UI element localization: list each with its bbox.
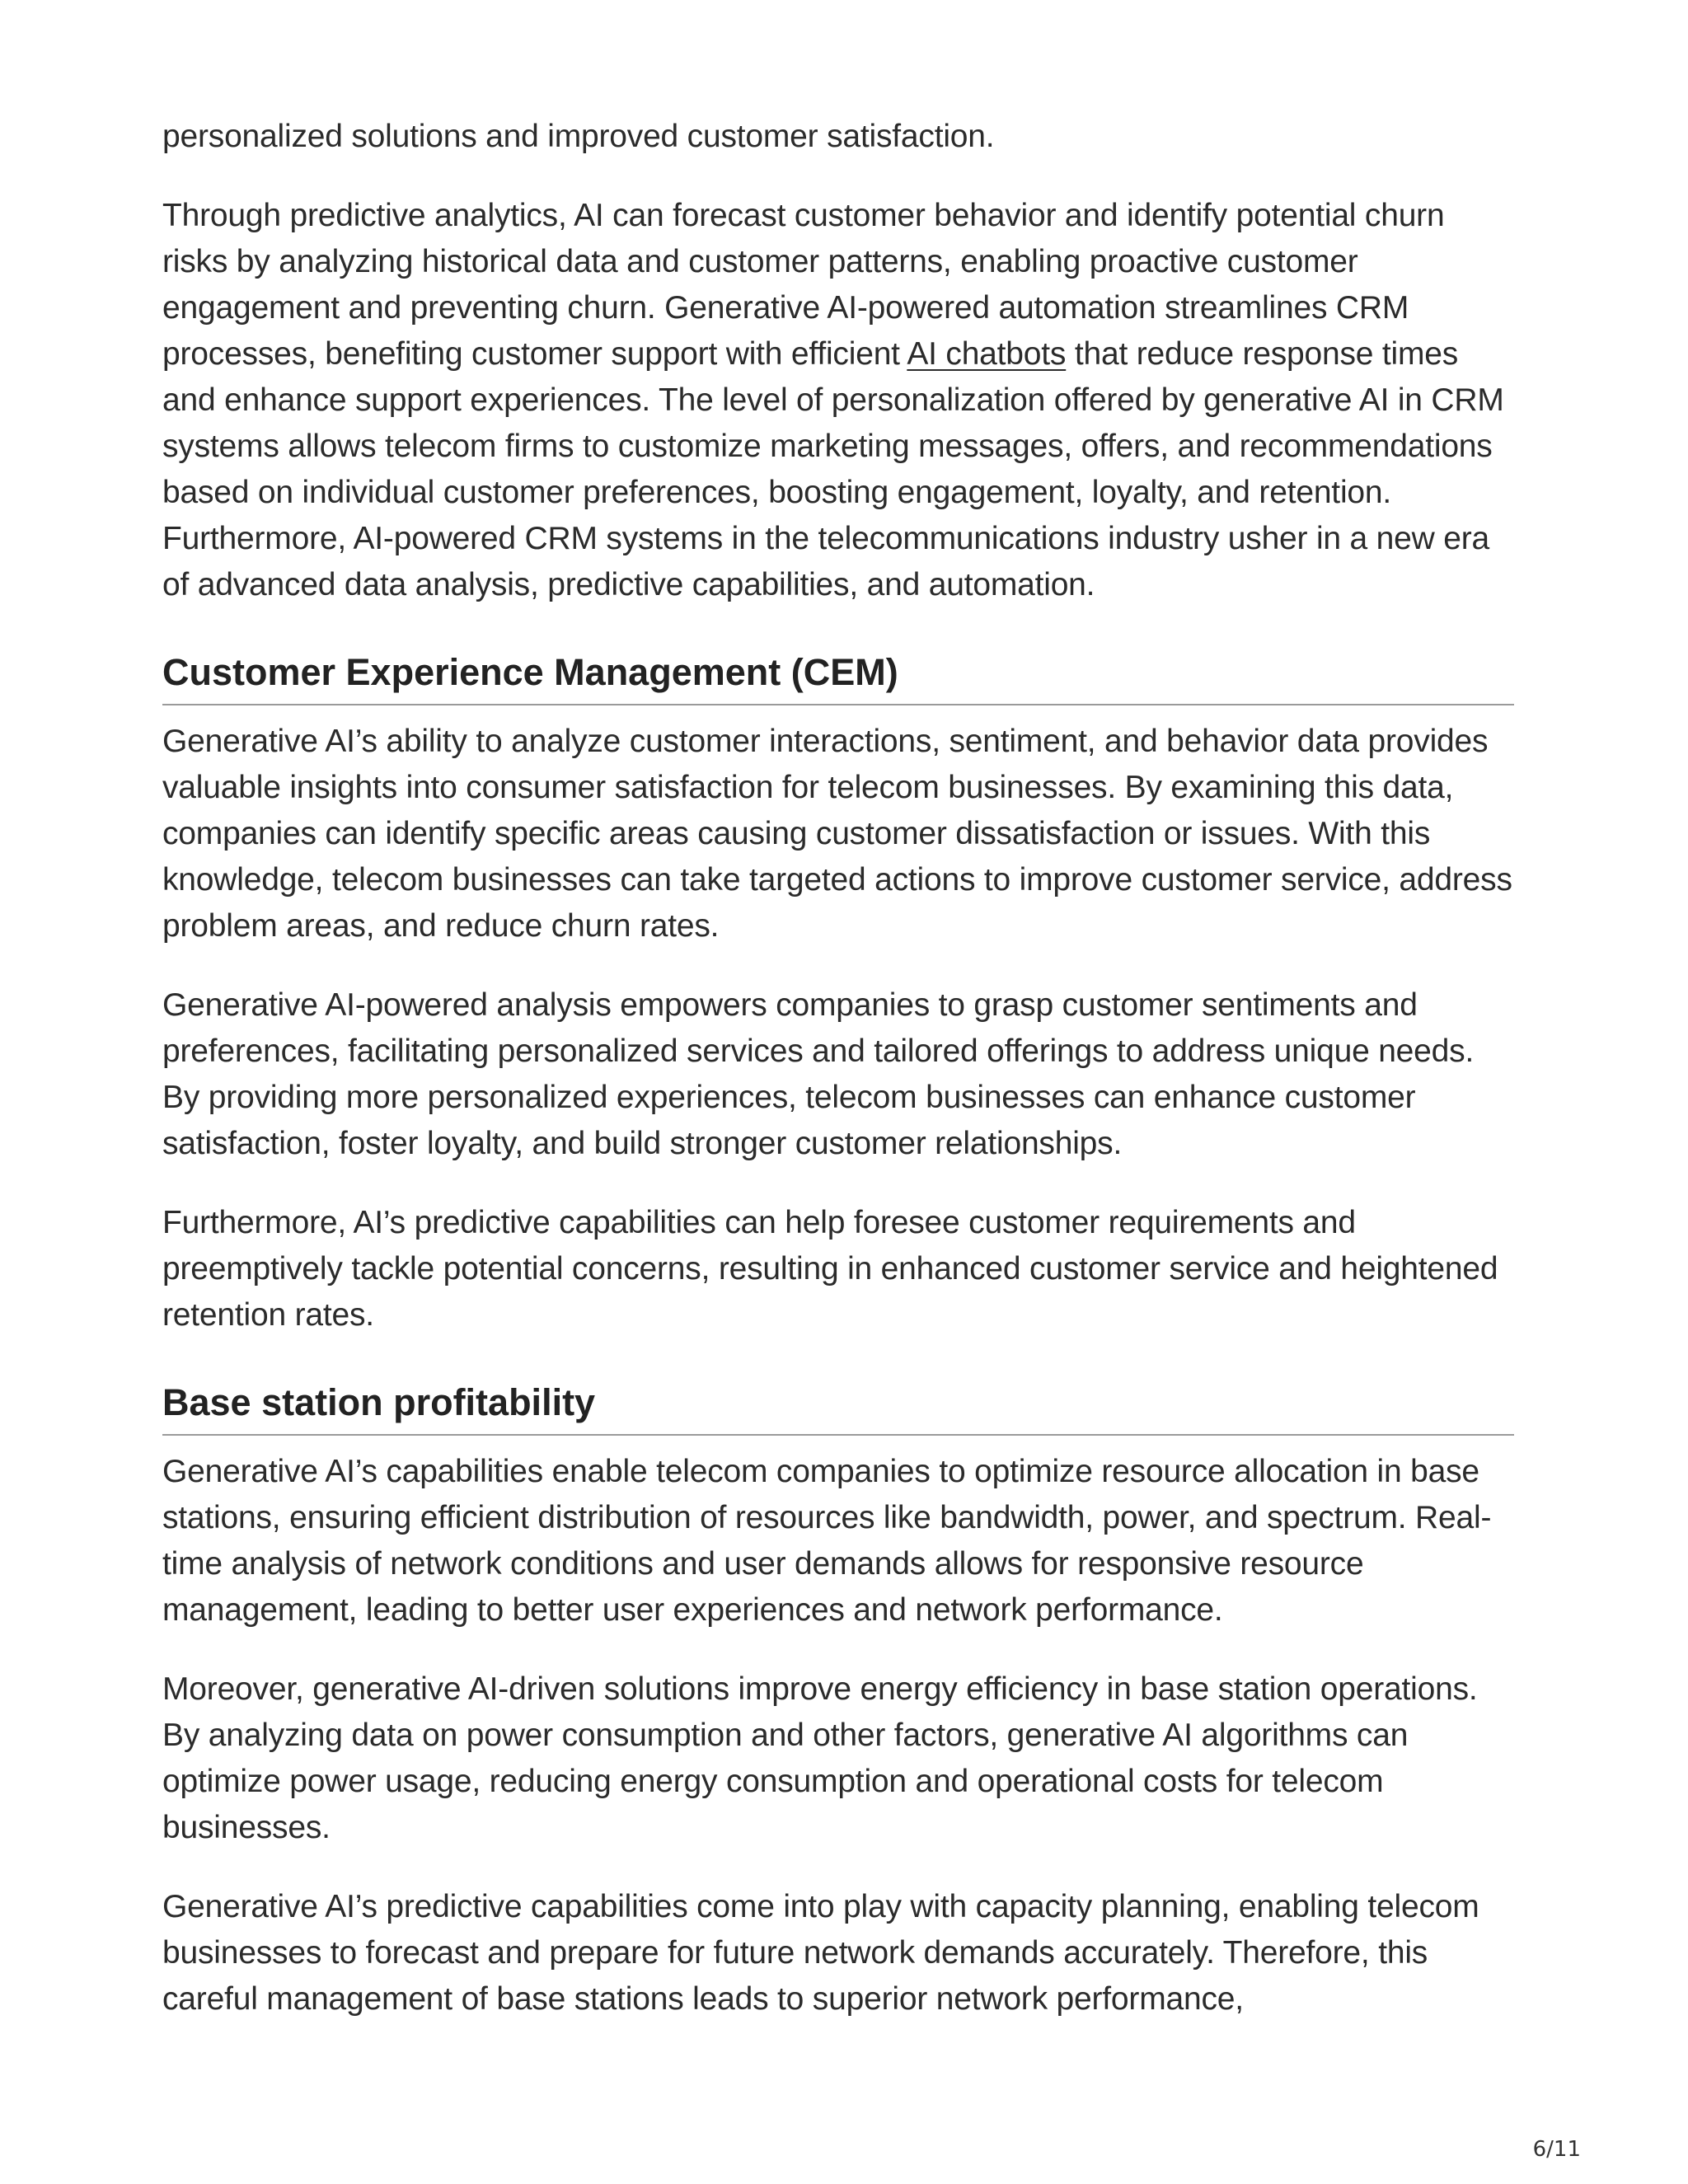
paragraph-cem-1: Generative AI’s ability to analyze customer interactions, sentiment, and behavior data provides valuable insights into consumer satisfaction for telecom businesses. By examining this data, companies can identify specific areas causing customer dissatisfaction or issues. With this knowledge, telecom businesses can take targeted actions to improve customer service, address problem areas, and reduce churn rates.: [162, 724, 1512, 944]
paragraph-base-station-1: Generative AI’s capabilities enable telecom companies to optimize resource allocation in base stations, ensuring efficient distribution of resources like bandwidth, power, and spectrum. Real-time analysis of network conditions and user demands allows for responsive resource management, leading to better user experiences and network performance.: [162, 1454, 1492, 1628]
section-heading-base-station: Base station profitability: [162, 1380, 1514, 1436]
paragraph-cem-2: Generative AI-powered analysis empowers companies to grasp customer sentiments and preferences, facilitating personalized services and tailored offerings to address unique needs. By providing more personalized experiences, telecom businesses can enhance customer satisfaction, foster loyalty, and build stronger customer relationships.: [162, 987, 1475, 1161]
ai-chatbots-link[interactable]: AI chatbots: [907, 336, 1067, 372]
paragraph-base-station-3: Generative AI’s predictive capabilities come into play with capacity planning, enabling telecom businesses to forecast and prepare for future network demands accurately. Therefore, this careful management of base stations leads to superior network performance,: [162, 1889, 1479, 2017]
paragraph-text: that reduce response times and enhance support experiences. The level of personalization offered by generative AI in CRM systems allows telecom firms to customize marketing messages, offers, and recommendations based on individual customer preferences, boosting engagement, loyalty, and retention. Furthermore, AI-powered CRM systems in the telecommunications industry usher in a new era of advanced data analysis, predictive capabilities, and automation.: [162, 336, 1504, 602]
paragraph-base-station-2: Moreover, generative AI-driven solutions improve energy efficiency in base station operations. By analyzing data on power consumption and other factors, generative AI algorithms can optimize power usage, reducing energy consumption and operational costs for telecom businesses.: [162, 1671, 1478, 1845]
section-heading-cem: Customer Experience Management (CEM): [162, 649, 1514, 705]
paragraph-cem-3: Furthermore, AI’s predictive capabilities can help foresee customer requirements and preemptively tackle potential concerns, resulting in enhanced customer service and heightened retention rates.: [162, 1205, 1498, 1333]
paragraph-predictive-analytics: [162, 193, 1514, 608]
paragraph-text: Through predictive analytics, AI can forecast customer behavior and identify potential churn risks by analyzing historical data and customer patterns, enabling proactive customer engagement and preventing churn. Generative AI-powered automation streamlines CRM processes, benefiting customer support with efficient: [162, 198, 1445, 372]
paragraph-intro-continuation: personalized solutions and improved customer satisfaction.: [162, 119, 995, 154]
article-content: [162, 114, 1514, 2022]
page-number: 6/11: [1532, 2137, 1581, 2162]
